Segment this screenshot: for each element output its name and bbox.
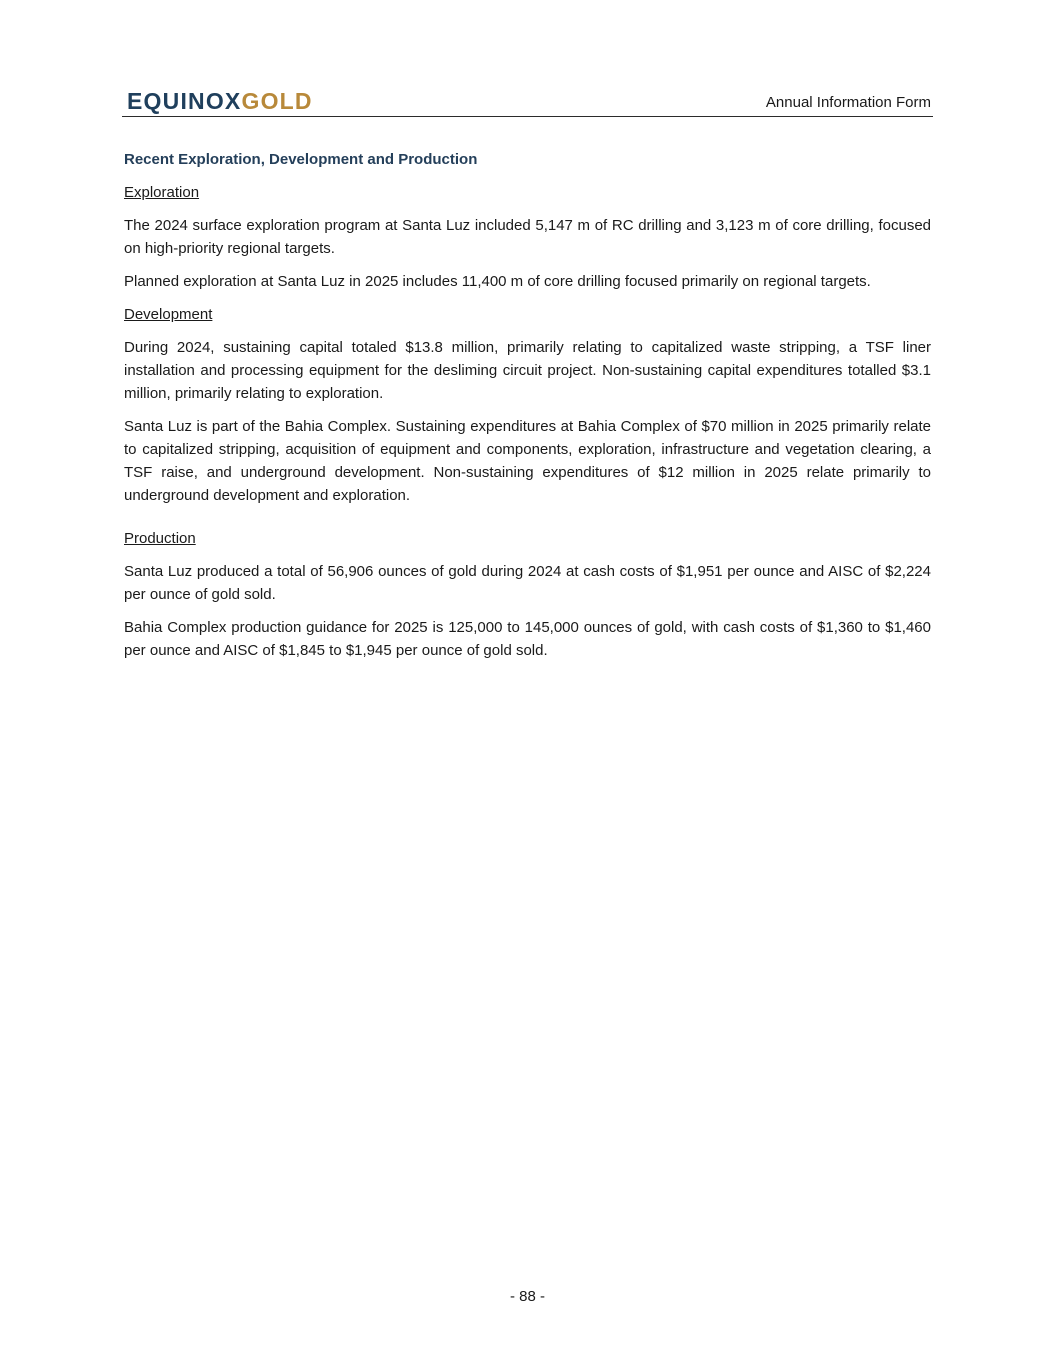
production-paragraph-2: Bahia Complex production guidance for 2025 is 125,000 to 145,000 ounces of gold, with cash costs of $1,360 to $1,460 per ounce and AISC of $1,845 to $1,945 per ounce of gold sold. bbox=[124, 619, 931, 659]
exploration-paragraph-1: The 2024 surface exploration program at Santa Luz included 5,147 m of RC drilling and 3,123 m of core drilling, focused on high-priority regional targets. bbox=[124, 217, 931, 257]
page-number: - 88 - bbox=[509, 1288, 545, 1305]
exploration-heading: Exploration bbox=[124, 184, 200, 201]
page-content bbox=[124, 148, 931, 672]
logo-text-gold: GOLD bbox=[241, 88, 313, 114]
development-paragraph-1: During 2024, sustaining capital totaled $13.8 million, primarily relating to capitalized waste stripping, a TSF liner installation and processing equipment for the desliming circuit project. Non-sustaining capital expenditures totalled $3.1 million, primarily relating to exploration. bbox=[124, 339, 931, 402]
page-header bbox=[122, 86, 933, 117]
section-spacer bbox=[124, 517, 931, 527]
document-title: Annual Information Form bbox=[765, 94, 931, 111]
equinox-gold-logo bbox=[127, 88, 313, 114]
production-paragraph-1: Santa Luz produced a total of 56,906 ounces of gold during 2024 at cash costs of $1,951 per ounce and AISC of $2,224 per ounce of gold sold. bbox=[124, 563, 931, 603]
development-heading: Development bbox=[124, 306, 213, 323]
section-title: Recent Exploration, Development and Production bbox=[124, 151, 478, 168]
logo-text-equinox: EQUINOX bbox=[127, 88, 242, 114]
exploration-paragraph-2: Planned exploration at Santa Luz in 2025 includes 11,400 m of core drilling focused primarily on regional targets. bbox=[124, 273, 871, 290]
development-paragraph-2: Santa Luz is part of the Bahia Complex. Sustaining expenditures at Bahia Complex of $70 million in 2025 primarily relate to capitalized stripping, acquisition of equipment and components, exploration, infrastructure and vegetation clearing, a TSF raise, and underground development. Non-sustaining expenditures of $12 million in 2025 relate primarily to underground development and exploration. bbox=[124, 418, 931, 504]
production-heading: Production bbox=[124, 530, 196, 547]
